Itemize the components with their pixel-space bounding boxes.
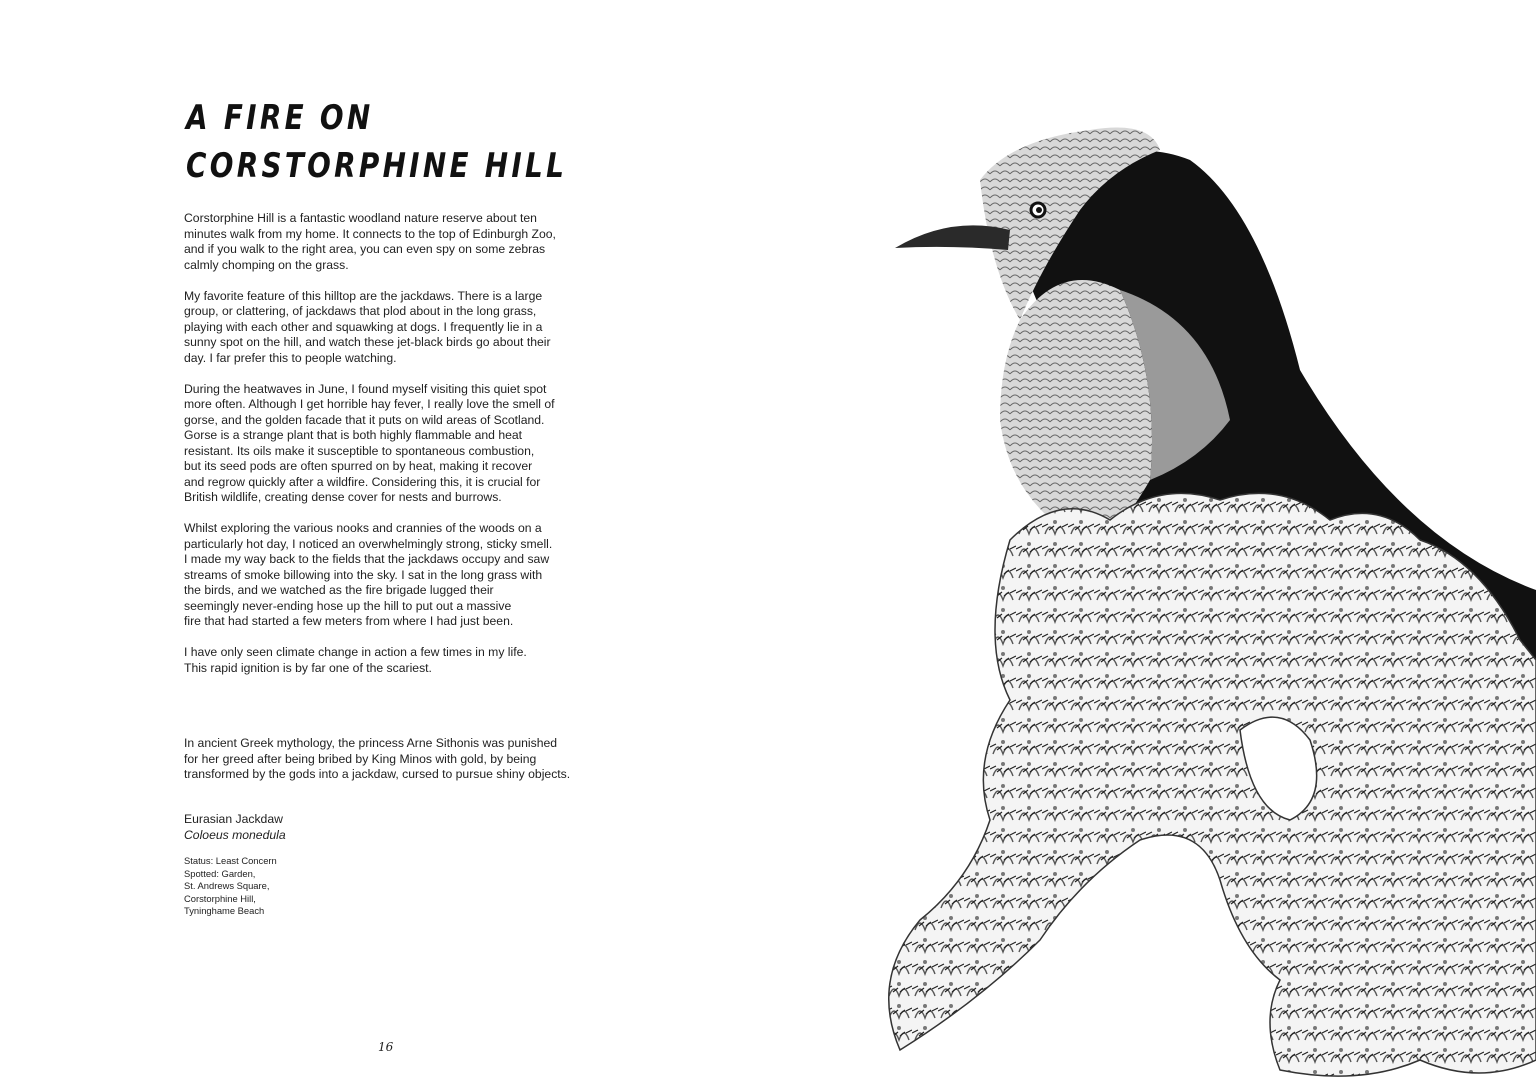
bird-beak: [895, 225, 1010, 250]
title-line-2: CORSTORPHINE HILL: [186, 146, 568, 186]
page-number: 16: [378, 1040, 394, 1054]
paragraph-5: I have only seen climate change in action a few times in my life. This rapid ignition is by far one of the scariest.: [184, 645, 527, 675]
paragraph-2: My favorite feature of this hilltop are the jackdaws. There is a large group, or clattering, of jackdaws that plod about in the long grass, playing with each other and squawking at dogs. I frequently lie in a sunny spot on the hill, and watch these jet-black birds go about their day. I far prefer this to people watching.: [184, 288, 551, 365]
myth-note: In ancient Greek mythology, the princess Arne Sithonis was punished for her greed after being bribed by King Minos with gold, by being transformed by the gods into a jackdaw, cursed to pursue shiny objects.: [184, 736, 571, 781]
paragraph-1: Corstorphine Hill is a fantastic woodland nature reserve about ten minutes walk from my home. It connects to the top of Edinburgh Zoo, and if you walk to the right area, you can even spy on some zebras calmly chomping on the grass.: [184, 211, 556, 272]
bird-chest: [1000, 280, 1152, 541]
species-common-name: Eurasian Jackdaw: [184, 812, 283, 826]
species-meta: Status: Least Concern Spotted: Garden, St. Andrews Square, Corstorphine Hill, Tyninghame Beach: [184, 855, 277, 916]
jackdaw-illustration: [860, 120, 1536, 1086]
page-title: [186, 94, 567, 190]
body-text: [184, 211, 604, 692]
paragraph-3: During the heatwaves in June, I found myself visiting this quiet spot more often. Although I get horrible hay fever, I really love the smell of gorse, and the golden facade that it puts on wild areas of Scotland. Gorse is a strange plant that is both highly flammable and heat resistant. Its oils make it susceptible to spontaneous combustion, but its seed pods are often spurred on by heat, making it recover and regrow quickly after a wildfire. Considering this, it is crucial for British wildlife, creating dense cover for nests and burrows.: [184, 381, 555, 504]
title-line-1: A FIRE ON: [186, 98, 374, 138]
species-block: [184, 812, 286, 843]
gorse-bush: [889, 493, 1536, 1076]
species-latin-name: Coloeus monedula: [184, 827, 286, 842]
paragraph-4: Whilst exploring the various nooks and crannies of the woods on a particularly hot day, I noticed an overwhelmingly strong, sticky smell. I made my way back to the fields that the jackdaws occupy and saw streams of smoke billowing into the sky. I sat in the long grass with the birds, and we watched as the fire brigade lugged their seemingly never-ending hose up the hill to put out a massive fire that had started a few meters from where I had just been.: [184, 521, 553, 628]
